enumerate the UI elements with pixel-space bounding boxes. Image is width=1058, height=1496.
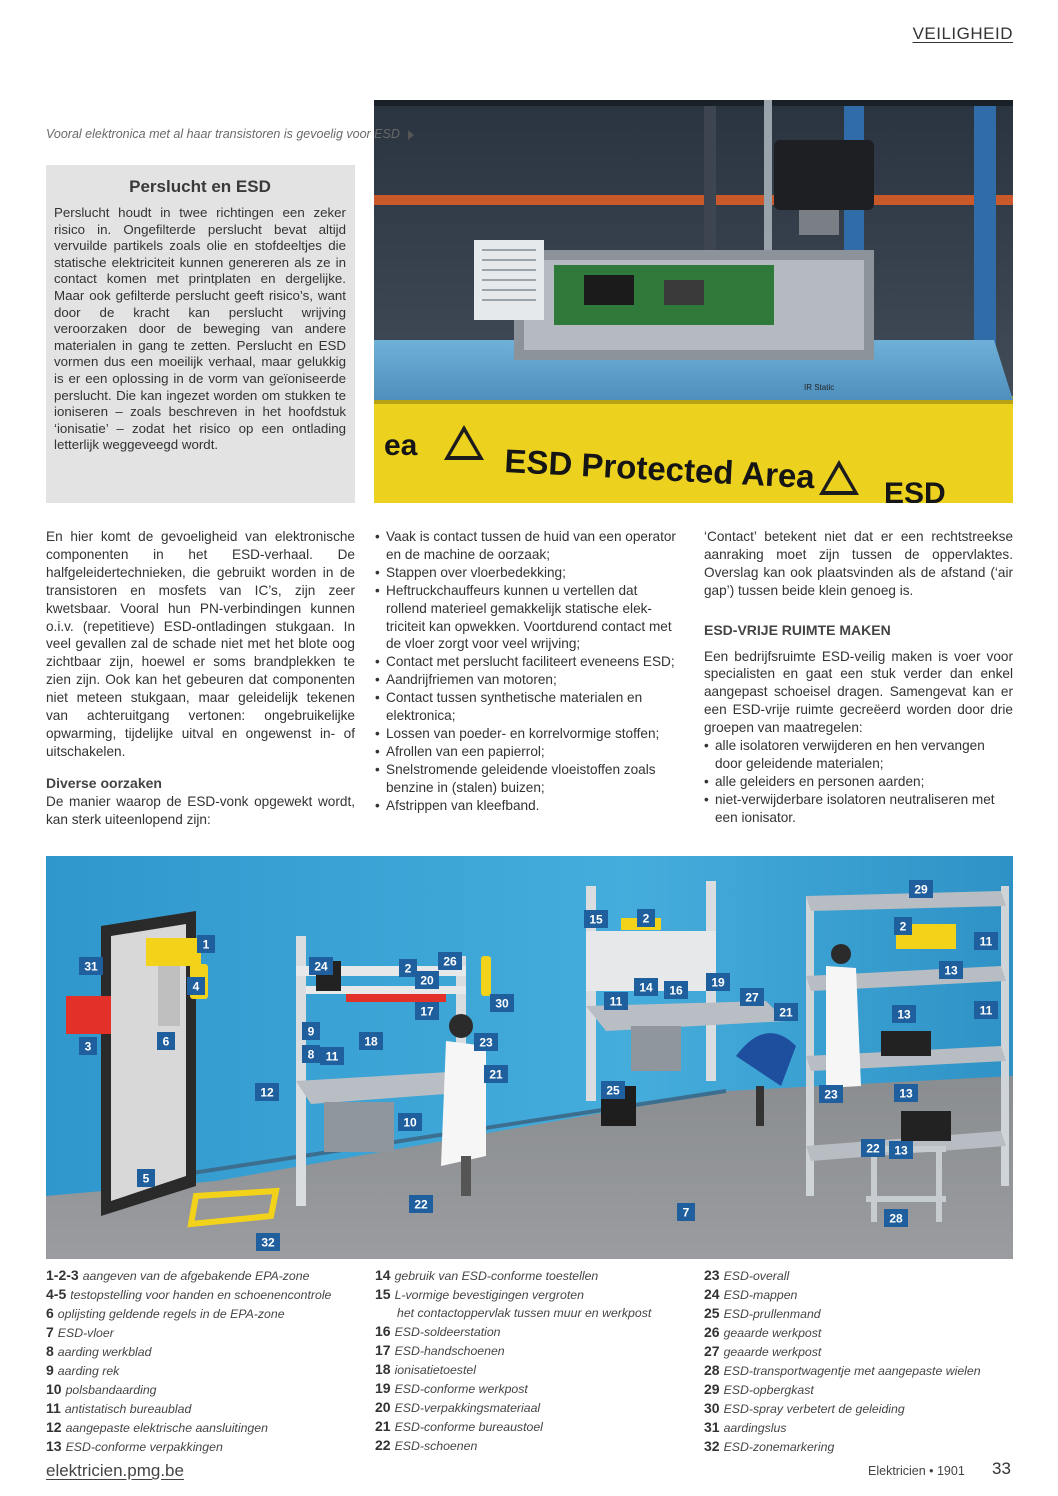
- legend-text: ESD-handschoenen: [394, 1344, 505, 1358]
- callout-label: 23: [479, 1035, 493, 1050]
- legend-text: aarding rek: [57, 1364, 120, 1378]
- callout-marker-11: [320, 1047, 344, 1065]
- callout-label: 28: [889, 1211, 903, 1226]
- list-item: • Afstrippen van kleefband.: [375, 797, 680, 815]
- legend-text: geaarde werkpost: [723, 1345, 822, 1359]
- callout-marker-21: [774, 1003, 798, 1021]
- callout-label: 11: [979, 1003, 993, 1018]
- footer-magazine: Elektricien • 1901: [868, 1464, 965, 1478]
- measures-list: [704, 737, 1013, 827]
- legend-column-1: [46, 1266, 331, 1456]
- callout-label: 1: [202, 937, 210, 952]
- callout-label: 17: [420, 1004, 434, 1019]
- legend-item: [704, 1437, 981, 1456]
- callout-label: 9: [307, 1024, 315, 1039]
- legend-text: ESD-transportwagentje met aangepaste wielen: [723, 1364, 981, 1378]
- legend-number: 4-5: [46, 1286, 67, 1302]
- legend-number: 7: [46, 1324, 54, 1340]
- legend-number: 9: [46, 1362, 54, 1378]
- callout-label: 13: [944, 963, 958, 978]
- banner-text-partial-left: ea: [384, 429, 418, 462]
- callout-label: 11: [325, 1049, 339, 1064]
- callout-marker-2: [894, 917, 912, 935]
- list-item: • alle geleiders en personen aarden;: [704, 773, 1013, 791]
- callout-marker-13: [892, 1005, 916, 1023]
- callout-marker-2: [637, 909, 655, 927]
- esd-workstation-photo: [374, 100, 1013, 503]
- callout-label: 10: [403, 1115, 417, 1130]
- legend-text: antistatisch bureaublad: [64, 1402, 192, 1416]
- callout-label: 2: [642, 911, 650, 926]
- legend-item: [375, 1379, 651, 1398]
- callout-label: 23: [824, 1087, 838, 1102]
- legend-text: ESD-conforme bureaustoel: [394, 1420, 543, 1434]
- callout-label: 6: [162, 1034, 170, 1049]
- list-item: • alle isolatoren verwijderen en hen vervangen door geleidende materialen;: [704, 737, 1013, 773]
- legend-item: [375, 1341, 651, 1360]
- box-text: Perslucht houdt in twee richtingen een zeker risico in. Ongefilterde perslucht bevat altijd vervuilde partikels zoals olie en stofdeeltjes die statische elektriciteit kunnen genereren als ze in contact komen met printplaten en dergelijke. Maar ook gefilterde perslucht geeft risico’s, want door de kracht kan perslucht wrijving veroorzaken door de beweging van andere materialen in gang te zetten. Perslucht en ESD vormen dus een moeilijk verhaal, maar gelukkig is er een oplossing in de vorm van geïoniseerde perslucht. Die kan ingezet worden om stukken te ioniseren – zoals beschreven in het hoofdstuk ‘ionisatie’ – zodat het risico op een ontlading letterlijk weggeveegd wordt.: [54, 205, 346, 453]
- legend-item: [46, 1380, 331, 1399]
- legend-item: het contactoppervlak tussen muur en werkpost: [397, 1306, 652, 1320]
- legend-item: [46, 1323, 331, 1342]
- callout-marker-6: [157, 1032, 175, 1050]
- callout-label: 21: [489, 1067, 503, 1082]
- callout-label: 30: [495, 996, 509, 1011]
- callout-marker-16: [664, 981, 688, 999]
- callout-marker-28: [884, 1209, 908, 1227]
- legend-text: ESD-soldeerstation: [394, 1325, 501, 1339]
- list-item: • Heftruckchauffeurs kunnen u vertellen dat rollend materieel gemakkelijk statische elektriciteit kan opwekken. Voortdurend contact met de vloer zorgt voor veel wrijving;: [375, 582, 680, 654]
- callout-label: 3: [84, 1039, 92, 1054]
- callout-marker-10: [398, 1113, 422, 1131]
- legend-text: testopstelling voor handen en schoenencontrole: [70, 1288, 332, 1302]
- callout-label: 7: [682, 1205, 690, 1220]
- legend-item: [46, 1399, 331, 1418]
- callout-label: 24: [314, 959, 328, 974]
- legend-text: geaarde werkpost: [723, 1326, 822, 1340]
- callout-marker-13: [889, 1141, 913, 1159]
- callout-label: 16: [669, 983, 683, 998]
- legend-item: [46, 1285, 331, 1304]
- list-item: • Afrollen van een papierrol;: [375, 743, 680, 761]
- callout-marker-9: [302, 1022, 320, 1040]
- callout-marker-21: [484, 1065, 508, 1083]
- col1-paragraph-2: De manier waarop de ESD-vonk opgewekt wordt, kan sterk uiteenlopend zijn:: [46, 793, 355, 827]
- callout-marker-11: [604, 992, 628, 1010]
- legend-text: ESD-conforme verpakkingen: [65, 1440, 223, 1454]
- callout-marker-20: [415, 971, 439, 989]
- legend-item: [46, 1437, 331, 1456]
- callout-marker-15: [584, 910, 608, 928]
- callout-label: 13: [897, 1007, 911, 1022]
- legend-number: 29: [704, 1381, 720, 1397]
- callout-label: 2: [404, 961, 412, 976]
- legend-item: [704, 1342, 981, 1361]
- callout-label: 5: [142, 1171, 150, 1186]
- callout-marker-13: [894, 1084, 918, 1102]
- legend-number: 18: [375, 1361, 391, 1377]
- legend-item: [375, 1436, 651, 1455]
- legend-item: [375, 1417, 651, 1436]
- callout-marker-13: [939, 961, 963, 979]
- callout-marker-30: [490, 994, 514, 1012]
- callout-label: 22: [866, 1141, 880, 1156]
- legend-item: [704, 1285, 981, 1304]
- callout-marker-5: [137, 1169, 155, 1187]
- callout-marker-11: [974, 932, 998, 950]
- legend-number: 24: [704, 1286, 720, 1302]
- legend-number: 23: [704, 1267, 720, 1283]
- list-item: • Aandrijfriemen van motoren;: [375, 671, 680, 689]
- legend-item: [704, 1399, 981, 1418]
- list-item: • Contact met perslucht faciliteert eveneens ESD;: [375, 653, 680, 671]
- legend-number: 30: [704, 1400, 720, 1416]
- callout-marker-12: [255, 1083, 279, 1101]
- callout-label: 20: [420, 973, 434, 988]
- legend-item: [704, 1266, 981, 1285]
- legend-text: ESD-conforme werkpost: [394, 1382, 528, 1396]
- callout-label: 2: [899, 919, 907, 934]
- list-item: • Snelstromende geleidende vloeistoffen zoals benzine in (stalen) buizen;: [375, 761, 680, 797]
- legend-text: ESD-mappen: [723, 1288, 798, 1302]
- callout-label: 11: [979, 934, 993, 949]
- legend-text: ESD-vloer: [57, 1326, 114, 1340]
- column-3: [704, 528, 1013, 827]
- legend-number: 10: [46, 1381, 62, 1397]
- callout-marker-7: [677, 1203, 695, 1221]
- legend-number: 16: [375, 1323, 391, 1339]
- callout-marker-22: [861, 1139, 885, 1157]
- legend-text: ESD-opbergkast: [723, 1383, 814, 1397]
- legend-column-2: [375, 1266, 651, 1455]
- legend-item: [46, 1342, 331, 1361]
- legend-number: 8: [46, 1343, 54, 1359]
- legend-number: 12: [46, 1419, 62, 1435]
- legend-number: 19: [375, 1380, 391, 1396]
- callout-label: 19: [711, 975, 725, 990]
- callout-marker-22: [409, 1195, 433, 1213]
- legend-text: aarding werkblad: [57, 1345, 152, 1359]
- callout-label: 31: [84, 959, 98, 974]
- callout-marker-3: [79, 1037, 97, 1055]
- callout-label: 13: [894, 1143, 908, 1158]
- banner-text: ESD Protected Area: [503, 442, 816, 496]
- callout-label: 22: [414, 1197, 428, 1212]
- callout-marker-17: [415, 1002, 439, 1020]
- col3-paragraph-2: Een bedrijfsruimte ESD-veilig maken is voer voor specialisten en gaat een stuk verder dan enkel aangepast schoeisel dragen. Samengevat kan er een ESD-vrije ruimte gecreëerd worden door drie groepen van maatregelen:: [704, 648, 1013, 736]
- callout-label: 32: [261, 1235, 275, 1250]
- legend-text: ESD-zonemarkering: [723, 1440, 835, 1454]
- legend-item: [46, 1418, 331, 1437]
- caption-text: Vooral elektronica met al haar transistoren is gevoelig voor ESD: [46, 127, 400, 141]
- list-item: • Vaak is contact tussen de huid van een operator en de machine de oorzaak;: [375, 528, 680, 564]
- legend-item: [704, 1418, 981, 1437]
- legend-number: 32: [704, 1438, 720, 1454]
- legend-number: 21: [375, 1418, 391, 1434]
- legend-number: 14: [375, 1267, 391, 1283]
- callout-label: 14: [639, 980, 653, 995]
- callout-label: 8: [307, 1047, 315, 1062]
- legend-item: [375, 1285, 651, 1304]
- legend-item: [704, 1361, 981, 1380]
- legend-text: ESD-overall: [723, 1269, 790, 1283]
- legend-text: gebruik van ESD-conforme toestellen: [394, 1269, 599, 1283]
- callout-label: 11: [609, 994, 623, 1009]
- legend-item: [46, 1304, 331, 1323]
- photo-caption: [46, 127, 414, 141]
- legend-text: ESD-verpakkingsmateriaal: [394, 1401, 541, 1415]
- callout-label: 29: [914, 882, 928, 897]
- callout-marker-4: [187, 977, 205, 995]
- callout-label: 18: [364, 1034, 378, 1049]
- callout-marker-2: [399, 959, 417, 977]
- legend-text: L-vormige bevestigingen vergroten: [394, 1288, 584, 1302]
- callout-marker-23: [819, 1085, 843, 1103]
- section-tag: VEILIGHEID: [912, 24, 1013, 43]
- callout-marker-24: [309, 957, 333, 975]
- callout-label: 13: [899, 1086, 913, 1101]
- legend-text: aangepaste elektrische aansluitingen: [65, 1421, 268, 1435]
- callout-label: 25: [606, 1083, 620, 1098]
- callout-label: 26: [443, 954, 457, 969]
- legend-number: 28: [704, 1362, 720, 1378]
- callout-marker-27: [740, 988, 764, 1006]
- legend-text: oplijsting geldende regels in de EPA-zone: [57, 1307, 285, 1321]
- epa-illustration: [46, 856, 1013, 1259]
- legend-item: [375, 1398, 651, 1417]
- legend-text: aardingslus: [723, 1421, 787, 1435]
- causes-list: [375, 528, 680, 815]
- legend-column-3: [704, 1266, 981, 1456]
- legend-number: 31: [704, 1419, 720, 1435]
- footer-url-link[interactable]: elektricien.pmg.be: [46, 1461, 184, 1480]
- legend-number: 25: [704, 1305, 720, 1321]
- legend-item: [46, 1361, 331, 1380]
- legend-item: [375, 1322, 651, 1341]
- banner-text-partial-right: ESD: [884, 477, 946, 503]
- callout-label: 21: [779, 1005, 793, 1020]
- page-number: 33: [992, 1459, 1011, 1478]
- callout-marker-29: [909, 880, 933, 898]
- list-item: • niet-verwijderbare isolatoren neutraliseren met een ionisator.: [704, 791, 1013, 827]
- callout-marker-8: [302, 1045, 320, 1063]
- caption-arrow-icon: [408, 130, 414, 140]
- machine-label: IR Static: [804, 383, 835, 392]
- sidebar-box: [46, 165, 355, 503]
- callout-marker-19: [706, 973, 730, 991]
- legend-number: 11: [46, 1400, 61, 1416]
- legend-number: 27: [704, 1343, 720, 1359]
- callout-marker-1: [197, 935, 215, 953]
- legend-item: [46, 1266, 331, 1285]
- callout-label: 12: [260, 1085, 274, 1100]
- column-1: [46, 528, 355, 829]
- legend-text: polsbandaarding: [65, 1383, 157, 1397]
- col3-heading: ESD-VRIJE RUIMTE MAKEN: [704, 621, 891, 638]
- callout-label: 4: [192, 979, 200, 994]
- legend-number: 17: [375, 1342, 391, 1358]
- legend-text: ionisatietoestel: [394, 1363, 476, 1377]
- legend-text: aangeven van de afgebakende EPA-zone: [82, 1269, 310, 1283]
- col1-paragraph-1: En hier komt de gevoeligheid van elektronische componenten in het ESD-verhaal. De halfgeleidertechnieken, die gebruikt worden in de transistoren en mosfets van IC’s, zijn zeer kwetsbaar. Vooral hun PN-verbindingen kunnen o.i.v. (repetitieve) ESD-ontladingen stukgaan. In veel gevallen zal de schade niet met het blote oog zichtbaar zijn, hoewel er soms brandplekken te zien zijn. Ook kan het gebeuren dat componenten niet meteen stukgaan, maar geleidelijk tekenen van achteruitgang vertonen: ongebruikelijke opwarming, tijdelijke uitval en ongewenst in- of uitschakelen.: [46, 529, 355, 759]
- legend-number: 20: [375, 1399, 391, 1415]
- callout-label: 15: [589, 912, 603, 927]
- legend-item: [375, 1360, 651, 1379]
- legend-item: [704, 1323, 981, 1342]
- list-item: • Stappen over vloerbedekking;: [375, 564, 680, 582]
- legend-number: 22: [375, 1437, 391, 1453]
- legend-number: 1-2-3: [46, 1267, 79, 1283]
- callout-label: 27: [745, 990, 759, 1005]
- legend-text: ESD-spray verbetert de geleiding: [723, 1402, 905, 1416]
- list-item: • Contact tussen synthetische materialen en elektronica;: [375, 689, 680, 725]
- callout-marker-31: [79, 957, 103, 975]
- legend-number: 6: [46, 1305, 54, 1321]
- list-item: • Lossen van poeder- en korrelvormige stoffen;: [375, 725, 680, 743]
- col3-paragraph-1: ‘Contact’ betekent niet dat er een rechtstreekse aanraking moet zijn tussen de oppervlaktes. Overslag kan ook plaatsvinden als de afstand (‘air gap’) tussen beide klein genoeg is.: [704, 529, 1013, 598]
- callout-marker-11: [974, 1001, 998, 1019]
- callout-marker-14: [634, 978, 658, 996]
- callout-marker-23: [474, 1033, 498, 1051]
- legend-number: 15: [375, 1286, 391, 1302]
- legend-item: [704, 1380, 981, 1399]
- legend-number: 26: [704, 1324, 720, 1340]
- legend-number: 13: [46, 1438, 62, 1454]
- legend-item: [704, 1304, 981, 1323]
- legend-item: [375, 1266, 651, 1285]
- col1-heading: Diverse oorzaken: [46, 774, 162, 791]
- box-title: Perslucht en ESD: [129, 177, 271, 196]
- callout-marker-32: [256, 1233, 280, 1251]
- legend-text: ESD-prullenmand: [723, 1307, 821, 1321]
- callout-marker-26: [438, 952, 462, 970]
- callout-marker-18: [359, 1032, 383, 1050]
- column-2: [375, 528, 680, 815]
- callout-marker-25: [601, 1081, 625, 1099]
- legend-text: ESD-schoenen: [394, 1439, 478, 1453]
